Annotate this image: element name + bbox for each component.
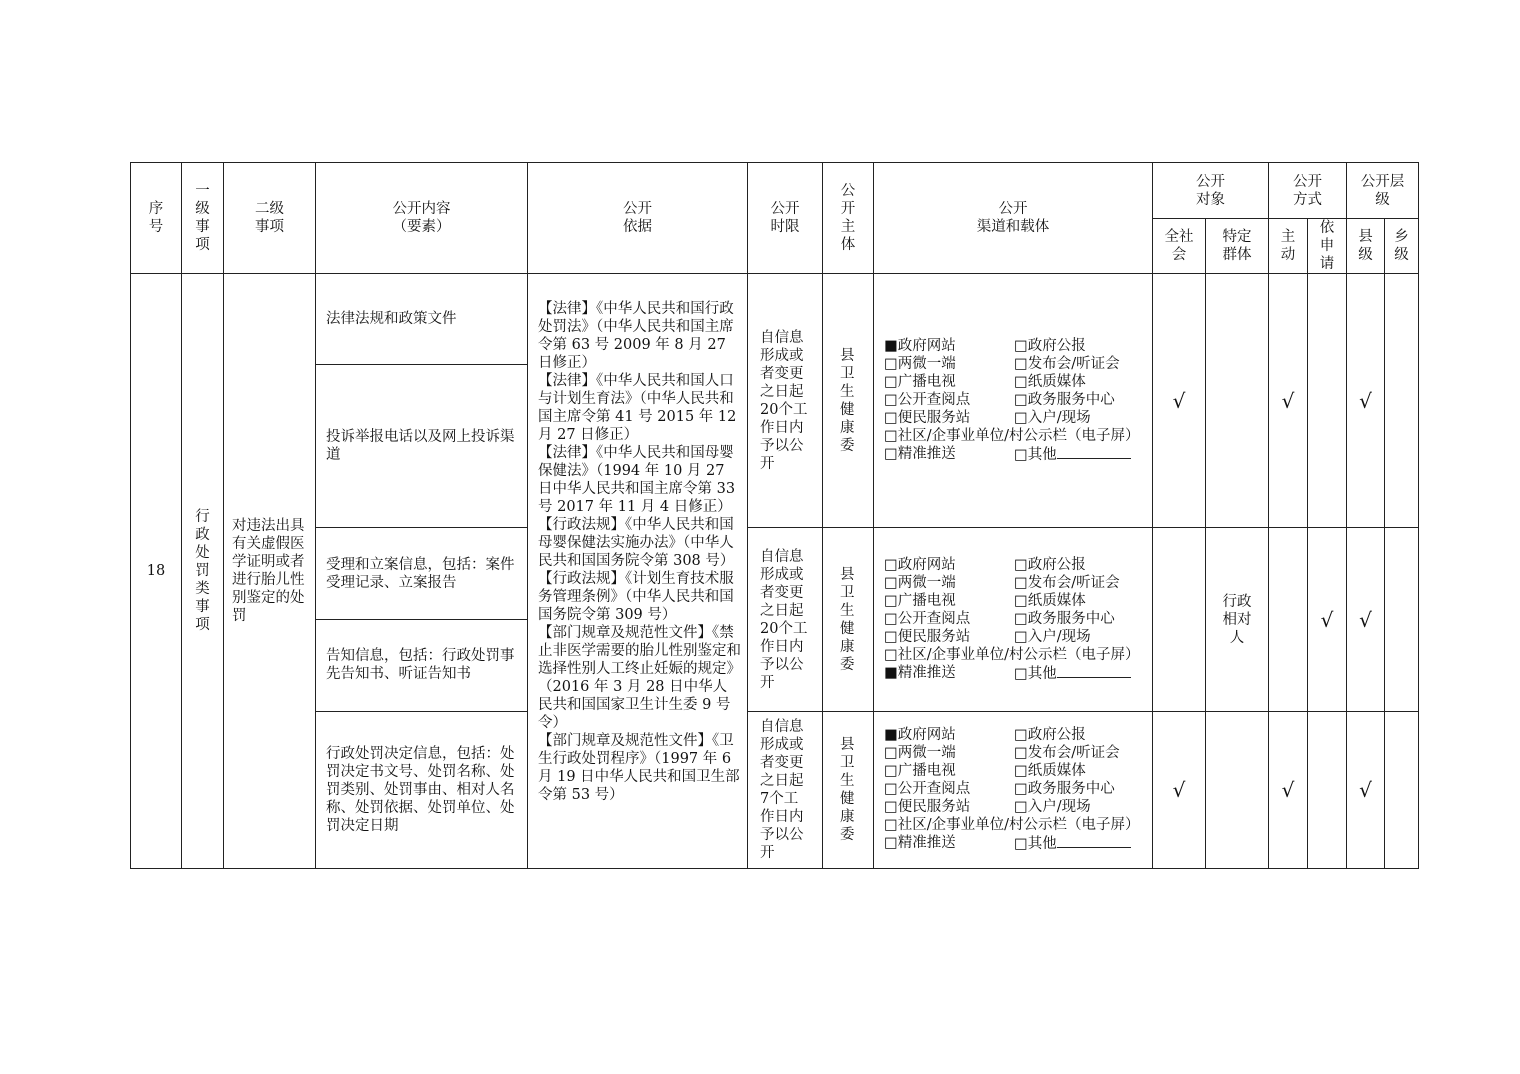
tier-township-mark	[1385, 711, 1419, 868]
channel-option: □公开查阅点	[884, 781, 971, 798]
channel-option: □广播电视	[884, 374, 956, 391]
subject: 县卫生健康委	[823, 528, 874, 711]
channel-option: □便民服务站	[884, 799, 971, 816]
channel-option: □精准推送	[884, 835, 956, 852]
channel-option: □政务服务中心	[1014, 781, 1115, 798]
header-target: 公开 对象	[1153, 163, 1269, 219]
header-target-all: 全社会	[1153, 219, 1206, 274]
header-tier-township: 乡级	[1385, 219, 1419, 274]
channel-option: □广播电视	[884, 593, 956, 610]
target-all-mark: √	[1153, 274, 1206, 528]
header-basis: 公开 依据	[528, 163, 748, 274]
header-level1: 一级事项	[182, 163, 224, 274]
header-content: 公开内容 （要素）	[316, 163, 528, 274]
header-tier: 公开层级	[1347, 163, 1419, 219]
channel-option: □政府公报	[1014, 727, 1086, 744]
row-level2: 对违法出具有关虚假医学证明或者进行胎儿性别鉴定的处罚	[224, 274, 316, 869]
channel-option: □两微一端	[884, 745, 956, 762]
channel-list	[874, 274, 1153, 528]
channel-option: □社区/企事业单位/村公示栏（电子屏）	[884, 428, 1140, 445]
method-active-mark	[1269, 528, 1308, 711]
row-seq: 18	[131, 274, 182, 869]
header-method-apply: 依申请	[1308, 219, 1347, 274]
header-channel: 公开 渠道和载体	[874, 163, 1153, 274]
channel-list	[874, 528, 1153, 711]
channel-list	[874, 711, 1153, 868]
channel-option: □政府公报	[1014, 338, 1086, 355]
content-item: 法律法规和政策文件	[316, 274, 528, 365]
channel-option: □纸质媒体	[1014, 593, 1086, 610]
target-specific	[1206, 711, 1269, 868]
channel-option: □便民服务站	[884, 410, 971, 427]
header-tier-county: 县级	[1347, 219, 1385, 274]
basis-item: 【部门规章及规范性文件】《卫生行政处罚程序》（1997 年 6 月 19 日中华人民共和国卫生部令第 53 号）	[538, 733, 740, 804]
tier-township-mark	[1385, 528, 1419, 711]
header-target-specific: 特定群体	[1206, 219, 1269, 274]
tier-township-mark	[1385, 274, 1419, 528]
header-subject: 公开主体	[823, 163, 874, 274]
channel-option: □公开查阅点	[884, 392, 971, 409]
target-specific	[1206, 274, 1269, 528]
basis-item: 【法律】《中华人民共和国母婴保健法》（1994 年 10 月 27 日中华人民共和国主席令第 33 号 2017 年 11 月 4 日修正）	[538, 445, 736, 516]
channel-option: □入户/现场	[1014, 799, 1091, 816]
method-apply-mark	[1308, 274, 1347, 528]
channel-option: ■政府网站	[884, 338, 956, 355]
subject: 县卫生健康委	[823, 711, 874, 868]
basis-item: 【行政法规】《计划生育技术服务管理条例》（中华人民共和国国务院令第 309 号）	[538, 571, 734, 624]
time-limit: 自信息形成或者变更之日起7个工作日内予以公开	[748, 711, 823, 868]
channel-option: □政务服务中心	[1014, 392, 1115, 409]
channel-option: □社区/企事业单位/村公示栏（电子屏）	[884, 817, 1140, 834]
header-method: 公开 方式	[1269, 163, 1347, 219]
channel-option: □两微一端	[884, 575, 956, 592]
basis-item: 【行政法规】《中华人民共和国母婴保健法实施办法》（中华人民共和国国务院令第 308 号）	[538, 517, 735, 570]
channel-option: □社区/企事业单位/村公示栏（电子屏）	[884, 647, 1140, 664]
tier-county-mark: √	[1347, 528, 1385, 711]
channel-option: □发布会/听证会	[1014, 745, 1120, 762]
method-active-mark: √	[1269, 274, 1308, 528]
tier-county-mark: √	[1347, 274, 1385, 528]
content-item: 行政处罚决定信息，包括：处罚决定书文号、处罚名称、处罚类别、处罚事由、相对人名称、处罚依据、处罚单位、处罚决定日期	[316, 711, 528, 868]
channel-option: □入户/现场	[1014, 629, 1091, 646]
basis-item: 【法律】《中华人民共和国行政处罚法》（中华人民共和国主席令第 63 号 2009 年 8 月 27 日修正）	[538, 301, 734, 372]
channel-option: □政务服务中心	[1014, 611, 1115, 628]
header-seq: 序号	[131, 163, 182, 274]
header-time: 公开 时限	[748, 163, 823, 274]
subject: 县卫生健康委	[823, 274, 874, 528]
channel-option: □纸质媒体	[1014, 374, 1086, 391]
header-level2: 二级事项	[224, 163, 316, 274]
channel-option: □入户/现场	[1014, 410, 1091, 427]
time-limit: 自信息形成或者变更之日起20个工作日内予以公开	[748, 274, 823, 528]
channel-option: □便民服务站	[884, 629, 971, 646]
row-level1: 行政处罚类事项	[182, 274, 224, 869]
target-specific: 行政相对人	[1206, 528, 1269, 711]
header-method-active: 主动	[1269, 219, 1308, 274]
channel-option: □纸质媒体	[1014, 763, 1086, 780]
target-all-mark	[1153, 528, 1206, 711]
basis-item: 【法律】《中华人民共和国人口与计划生育法》（中华人民共和国主席令第 41 号 2015 年 12 月 27 日修正）	[538, 373, 737, 444]
channel-option: □发布会/听证会	[1014, 575, 1120, 592]
channel-option: □其他	[1014, 834, 1131, 853]
channel-option: □发布会/听证会	[1014, 356, 1120, 373]
channel-option: □政府公报	[1014, 557, 1086, 574]
content-item: 投诉举报电话以及网上投诉渠道	[316, 365, 528, 528]
tier-county-mark: √	[1347, 711, 1385, 868]
content-item: 告知信息，包括：行政处罚事先告知书、听证告知书	[316, 619, 528, 711]
time-limit: 自信息形成或者变更之日起20个工作日内予以公开	[748, 528, 823, 711]
method-apply-mark: √	[1308, 528, 1347, 711]
content-item: 受理和立案信息，包括：案件受理记录、立案报告	[316, 528, 528, 619]
target-all-mark: √	[1153, 711, 1206, 868]
method-active-mark: √	[1269, 711, 1308, 868]
channel-option: □两微一端	[884, 356, 956, 373]
disclosure-table	[130, 162, 1419, 869]
channel-option: □其他	[1014, 664, 1131, 683]
channel-option: □政府网站	[884, 557, 956, 574]
method-apply-mark	[1308, 711, 1347, 868]
channel-option: □广播电视	[884, 763, 956, 780]
channel-option: □精准推送	[884, 446, 956, 463]
channel-option: ■政府网站	[884, 727, 956, 744]
channel-option: □公开查阅点	[884, 611, 971, 628]
basis-item: 【部门规章及规范性文件】《禁止非医学需要的胎儿性别鉴定和选择性别人工终止妊娠的规定》（2016 年 3 月 28 日中华人民共和国国家卫生计生委 9 号令）	[538, 625, 741, 732]
channel-option: □其他	[1014, 445, 1131, 464]
channel-option: ■精准推送	[884, 665, 956, 682]
basis-cell	[528, 274, 748, 869]
